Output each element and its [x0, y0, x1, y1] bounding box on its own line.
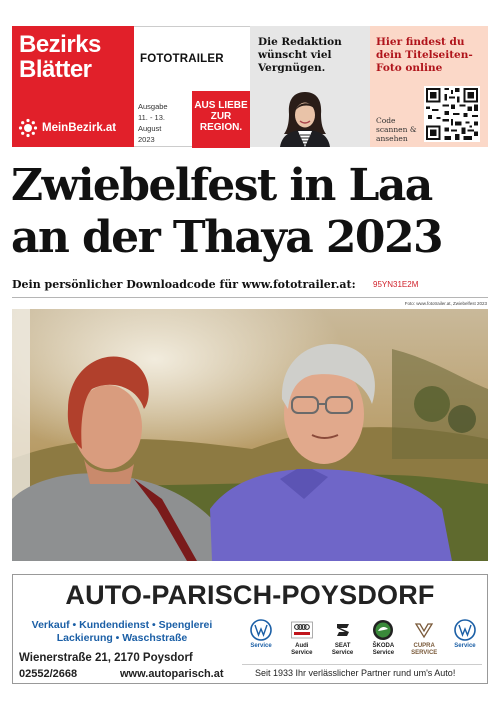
code-scan-hint: Code scannen & ansehen — [376, 116, 417, 143]
skoda-logo-icon — [372, 619, 394, 641]
headline — [11, 160, 491, 264]
brand-skoda-label: ŠKODA Service — [372, 643, 395, 656]
ad-phone[interactable]: 02552/2668 — [19, 668, 78, 680]
advertisement[interactable] — [12, 574, 488, 684]
ad-title: AUTO-PARISCH-POYSDORF — [65, 580, 435, 610]
photo-illustration — [12, 309, 488, 561]
ad-services-line-2: Lackierung • Waschstraße — [56, 632, 188, 644]
vw-nutzfahrzeuge-logo-icon — [454, 619, 476, 641]
edition-info — [138, 101, 188, 145]
photo-credit: Foto: www.fototrailer.at, Zwiebelfest 2023 — [404, 301, 487, 306]
titelseiten-message: Hier findest du dein Titelseiten-Foto online — [376, 36, 473, 74]
titelseiten-panel — [370, 26, 488, 147]
vw-logo-icon — [250, 619, 272, 641]
divider — [12, 297, 488, 298]
audi-logo-icon — [291, 619, 313, 641]
download-label: Dein persönlicher Downloadcode für www.fototrailer.at: — [12, 278, 356, 291]
fototrailer-panel — [134, 26, 250, 147]
brand-vw-label: Service — [250, 643, 272, 649]
brand-seat — [325, 619, 361, 659]
ad-services — [17, 619, 227, 645]
brand-logos — [243, 619, 483, 659]
brand-audi-label: Audi Service — [291, 643, 313, 656]
edition-label: Ausgabe — [138, 102, 168, 111]
editor-portrait — [270, 84, 340, 147]
ad-website-link[interactable]: www.autoparisch.at — [120, 668, 224, 680]
brand-vw-nutzfahrzeuge — [447, 619, 483, 659]
brand-cupra-label: CUPRA SERVICE — [411, 643, 438, 656]
edition-dates: 11. - 13. August — [138, 113, 165, 133]
brand-name: Bezirks Blätter — [19, 31, 101, 83]
ad-address: Wienerstraße 21, 2170 Poysdorf — [19, 652, 193, 664]
qr-code-icon[interactable] — [424, 86, 480, 142]
cupra-logo-icon — [413, 619, 435, 641]
meinbezirk-sun-icon — [18, 118, 38, 138]
seat-logo-icon — [332, 619, 354, 641]
edition-year: 2023 — [138, 135, 155, 144]
brand-cupra — [406, 619, 442, 659]
headline-line-1: Zwiebelfest in Laa — [11, 160, 432, 211]
download-code[interactable]: 95YN31E2M — [373, 280, 419, 289]
brand-skoda — [365, 619, 401, 659]
brand-audi — [284, 619, 320, 659]
brand-vw-nutzfahrzeuge-label: Service — [454, 643, 476, 649]
section-title: FOTOTRAILER — [140, 53, 224, 65]
brand-seat-label: SEAT Service — [331, 643, 354, 656]
redaktion-panel — [250, 26, 370, 147]
slogan-badge: AUS LIEBE ZUR REGION. — [192, 91, 250, 148]
cover-photo — [12, 309, 488, 561]
ad-services-line-1: Verkauf • Kundendienst • Spenglerei — [31, 619, 213, 631]
meinbezirk-label: MeinBezirk.at — [42, 122, 117, 134]
masthead — [12, 26, 488, 147]
redaktion-message: Die Redaktion wünscht viel Vergnügen. — [258, 36, 342, 74]
ad-slogan: Seit 1933 Ihr verlässlicher Partner rund um's Auto! — [255, 668, 456, 678]
bezirksblaetter-logo[interactable] — [12, 26, 134, 147]
brand-vw — [243, 619, 279, 659]
ad-divider — [242, 664, 482, 665]
meinbezirk-logo — [18, 118, 116, 138]
headline-line-2: an der Thaya 2023 — [11, 212, 442, 263]
